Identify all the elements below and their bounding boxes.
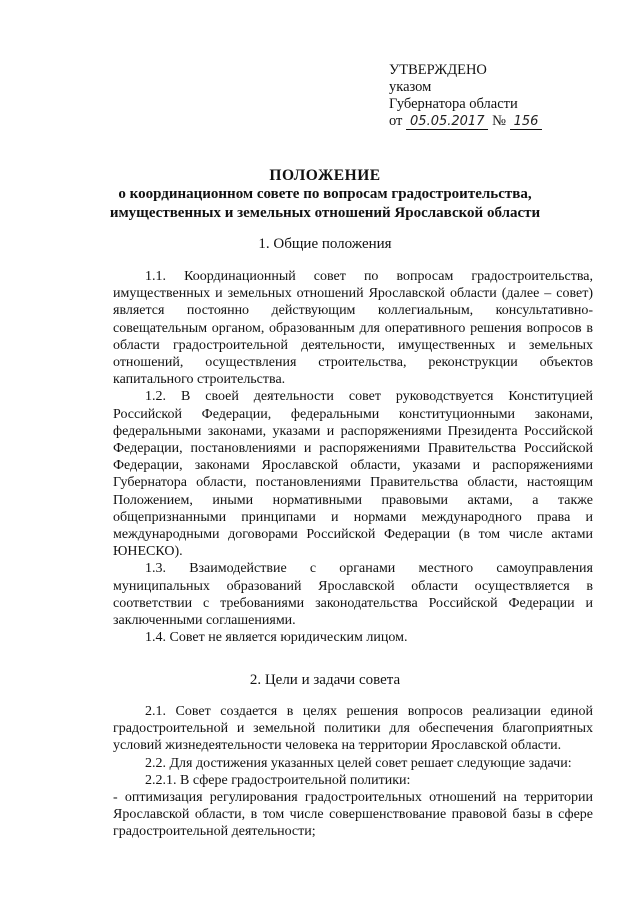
title-line-2: о координационном совете по вопросам градостроительства, <box>118 186 532 202</box>
paragraph-1-4: 1.4. Совет не является юридическим лицом. <box>145 630 408 646</box>
approval-date: 05.05.2017 <box>406 115 488 130</box>
paragraph-2-2-1-item: - оптимизация регулирования градостроительных отношений на территории Ярославской области, в том числе совершенствование правовой базы в сфере градостроительной деятельности; <box>113 790 593 840</box>
paragraph-1-2: 1.2. В своей деятельности совет руководствуется Конституцией Российской Федерации, федеральными конституционными законами, федеральными законами, указами и распоряжениями Президента Российской Федерации, постановлениями и распоряжениями Правительства Российской Федерации, законами Ярославской области, указами и распоряжениями Губернатора области, постановлениями Правительства области, настоящим Положением, иными нормативными правовыми актами, а также общепризнанными принципами и нормами международного права и международными договорами Российской Федерации (в том числе актами ЮНЕСКО). <box>113 389 593 560</box>
approval-stamp <box>389 62 542 130</box>
section-1-heading: 1. Общие положения <box>258 236 392 252</box>
approval-date-line <box>389 113 542 130</box>
paragraph-2-2-1: 2.2.1. В сфере градостроительной политики: <box>145 772 411 788</box>
date-prefix: от <box>389 113 403 129</box>
number-prefix: № <box>492 113 506 129</box>
title-line-3: имущественных и земельных отношений Ярославской области <box>109 205 541 221</box>
paragraph-1-3: 1.3. Взаимодействие с органами местного самоуправления муниципальных образований Ярославской области осуществляется в соответствии с требованиями законодательства Российской Федерации и заключенными соглашениями. <box>113 561 593 629</box>
approved-label: УТВЕРЖДЕНО <box>389 62 487 78</box>
section-2-body <box>113 703 593 841</box>
document-title <box>60 166 590 223</box>
paragraph-2-2: 2.2. Для достижения указанных целей совет решает следующие задачи: <box>145 755 572 771</box>
title-main: ПОЛОЖЕНИЕ <box>269 167 381 184</box>
paragraph-2-1: 2.1. Совет создается в целях решения вопросов реализации единой градостроительной и земельной политики для обеспечения благоприятных условий жизнедеятельности человека на территории Ярославской области. <box>113 704 593 754</box>
paragraph-1-1: 1.1. Координационный совет по вопросам градостроительства, имущественных и земельных отношений Ярославской области (далее – совет) является постоянно действующим коллегиальным, консультативно-совещательным органом, образованным для оперативного решения вопросов в области градостроительной деятельности, имущественных и земельных отношений, осуществления строительства, реконструкции объектов капитального строительства. <box>113 269 593 388</box>
approved-by-decree: указом <box>389 79 432 95</box>
approved-by-governor: Губернатора области <box>389 96 518 112</box>
section-1-body <box>113 268 593 646</box>
approval-number: 156 <box>510 115 543 130</box>
section-2-heading: 2. Цели и задачи совета <box>249 672 401 688</box>
